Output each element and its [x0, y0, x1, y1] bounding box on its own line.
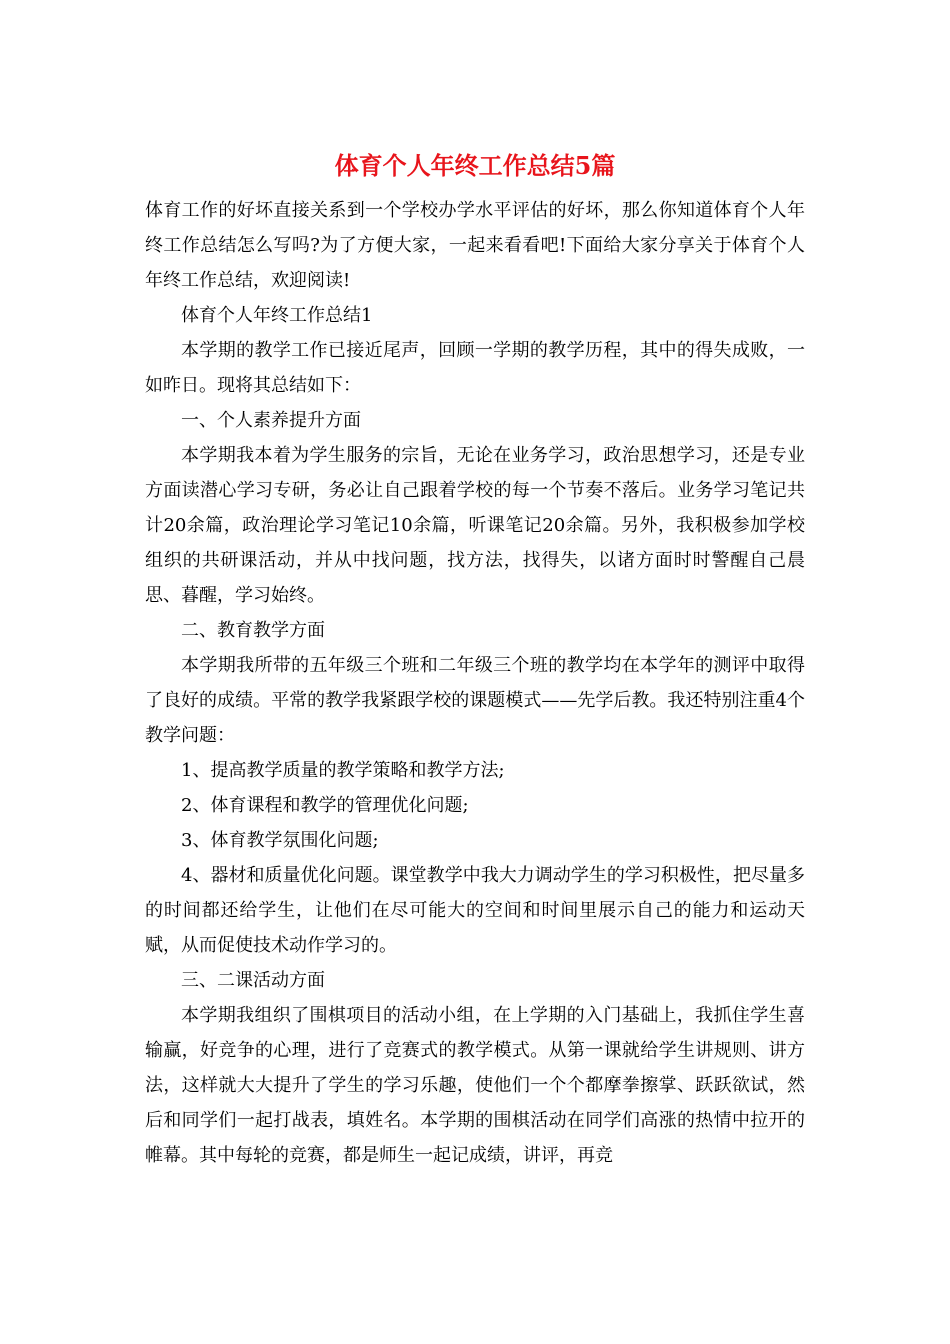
- list-item: 4、器材和质量优化问题。课堂教学中我大力调动学生的学习积极性，把尽量多的时间都还给学生，让他们在尽可能大的空间和时间里展示自己的能力和运动天赋，从而促使技术动作学习的。: [145, 865, 805, 956]
- list-item: 2、体育课程和教学的管理优化问题;: [181, 795, 469, 816]
- section-heading: 三、二课活动方面: [181, 970, 325, 991]
- section-heading: 二、教育教学方面: [181, 620, 325, 641]
- body-paragraph: 本学期我所带的五年级三个班和二年级三个班的教学均在本学年的测评中取得了良好的成绩。平常的教学我紧跟学校的课题模式——先学后教。我还特别注重4个教学问题：: [145, 655, 805, 746]
- section-heading-summary-1: 体育个人年终工作总结1: [181, 305, 373, 326]
- list-item: 3、体育教学氛围化问题;: [181, 830, 379, 851]
- body-paragraph: 本学期的教学工作已接近尾声，回顾一学期的教学历程，其中的得失成败，一如昨日。现将其总结如下：: [145, 340, 805, 396]
- body-paragraph: 本学期我本着为学生服务的宗旨，无论在业务学习，政治思想学习，还是专业方面读潜心学习专研，务必让自己跟着学校的每一个节奏不落后。业务学习笔记共计20余篇，政治理论学习笔记10余篇，听课笔记20余篇。另外，我积极参加学校组织的共研课活动，并从中找问题，找方法，找得失，以诸方面时时警醒自己晨思、暮醒，学习始终。: [145, 445, 805, 606]
- document-body: [145, 193, 805, 1173]
- document-title: 体育个人年终工作总结5篇: [334, 151, 616, 180]
- section-heading: 一、个人素养提升方面: [181, 410, 361, 431]
- body-paragraph: 本学期我组织了围棋项目的活动小组，在上学期的入门基础上，我抓住学生喜输赢，好竞争的心理，进行了竞赛式的教学模式。从第一课就给学生讲规则、讲方法，这样就大大提升了学生的学习乐趣，使他们一个个都摩拳擦掌、跃跃欲试，然后和同学们一起打战表，填姓名。本学期的围棋活动在同学们高涨的热情中拉开的帷幕。其中每轮的竞赛，都是师生一起记成绩，讲评，再竞: [145, 1005, 805, 1166]
- intro-paragraph: 体育工作的好坏直接关系到一个学校办学水平评估的好坏，那么你知道体育个人年终工作总结怎么写吗?为了方便大家，一起来看看吧!下面给大家分享关于体育个人年终工作总结，欢迎阅读!: [145, 200, 805, 291]
- list-item: 1、提高教学质量的教学策略和教学方法;: [181, 760, 505, 781]
